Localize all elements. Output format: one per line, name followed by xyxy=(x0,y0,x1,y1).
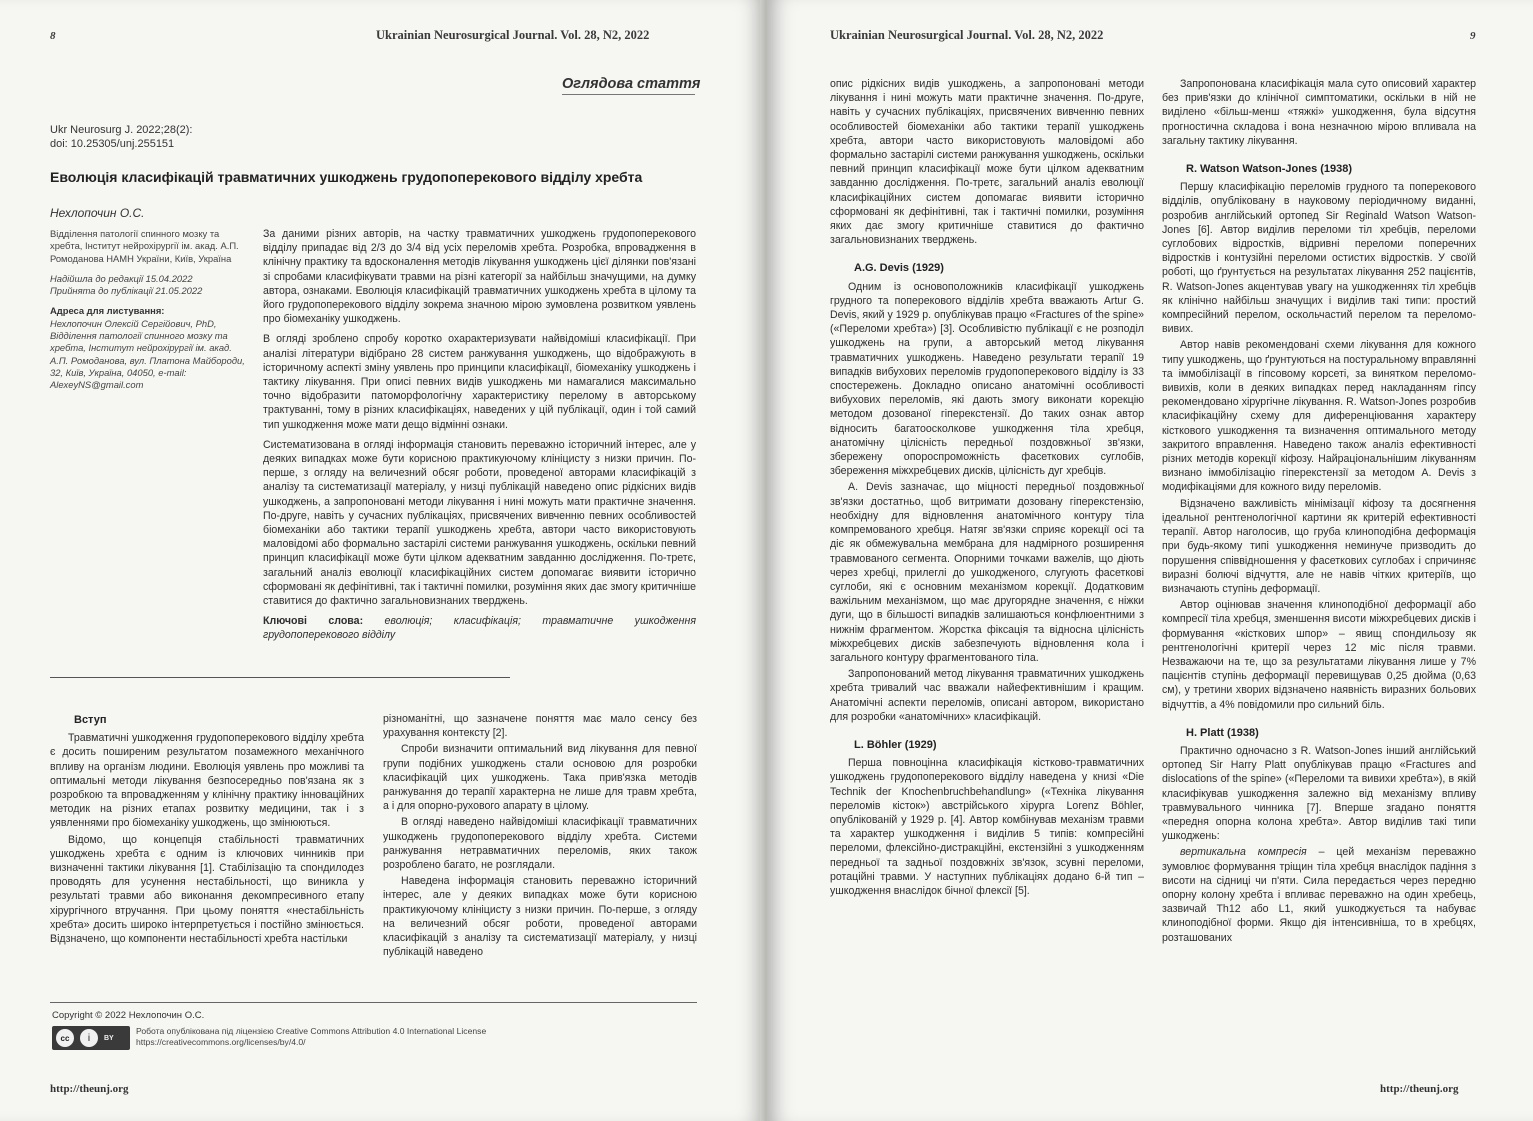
license-text: Робота опублікована під ліцензією Creative Commons Attribution 4.0 International License xyxy=(136,1026,487,1036)
running-head: Ukrainian Neurosurgical Journal. Vol. 28, N2, 2022 xyxy=(830,28,1104,42)
right-page xyxy=(768,0,1533,1121)
article-type-underline xyxy=(562,94,695,95)
abstract-paragraph: За даними різних авторів, на частку травматичних ушкоджень грудопоперекового відділу припадає від 2/3 до 3/4 від усіх переломів хребта. Розробка, впровадження в клінічну практику та вдосконалення методів лікування ушкоджень цієї ділянки пов'язані зі спробами класифікувати травми на різні категорії за найбільш значущими, на думку автора, ознаками. Еволюція класифікацій травматичних ушкоджень хребта в цілому та його грудопоперекового відділу зокрема значною мірою зумовлена розвитком уявлень про біомеханіку ушкоджень. xyxy=(263,228,696,326)
paragraph-text: – цей механізм переважно зумовлює формування тріщин тіла хребця внаслідок падіння з висоти на сідниці чи п'яти. Сила передається через передню опорну колону хребта і впливає переважно на один хребець, зазвичай Th12 або L1, який ушкоджується та набуває клиноподібної форми. Якщо дія інтенсивніша, то в хребцях, розташованих xyxy=(1162,846,1477,944)
section-heading: R. Watson Watson-Jones (1938) xyxy=(1186,163,1353,176)
body-paragraph: Першу класифікацію переломів грудного та поперекового відділів, опубліковану в науковому періодичному виданні, розробив англійський ортопед Sir Reginald Watson Watson-Jones [6]. Автор виділив переломи тіл хребців, переломи суглобових відростків, відривні переломи поперечних відростків і контузійні переломи остистих відростків. У своїй роботі, що ґрунтується на результатах лікування 252 пацієнтів, R. Watson-Jones акцентував увагу на ушкодженнях тіл хребців як клінічно найбільш значущих і виділив такі типи: простий компресійний перелом, оскольчастий перелом та переломо-вивих. xyxy=(1162,181,1476,336)
body-paragraph: A. Devis зазначає, що міцності передньої поздовжньої зв'язки достатньо, щоб витримати дозовану гіперекстензію, необхідну для відновлення анатомічного контуру тіла компремованого хребця. Натяг зв'язки сприяє корекції осі та діє як обмежувальна мембрана для надмірного розширення травмованого сегмента. Опорними точками важелів, що діють через хребці, прилеглі до ушкодженого, слугують фасеткові суглоби, які є основним механізмом корекції. Додатковим важільним механізмом, що має другорядне значення, є ніжки дуги, що в більшості випадків залишаються конфлюентними з нижнім фрагментом. Жорстка фіксація та відносна цілісність міжхребцевих дисків забезпечують відновлення кола і загального контуру фрагментованого тіла. xyxy=(830,481,1144,664)
body-column-2 xyxy=(383,712,697,961)
article-type: Оглядова стаття xyxy=(562,76,701,92)
copyright-line: Copyright © 2022 Нехлопочин О.С. xyxy=(52,1010,205,1021)
body-paragraph: Відзначено важливість мінімізації кіфозу та досягнення ідеальної рентгенологічної картини як критерій ефективності терапії. Автор наголосив, що груба клиноподібна деформація при будь-якому типі ушкодження неминуче призводить до порушення співвідношення у фасеткових суглобах і спричиняє виразні болючі відчуття, але не навів чітких критеріїв, що визначають ступінь деформації. xyxy=(1162,497,1476,595)
article-meta xyxy=(50,228,250,392)
body-paragraph: Автор навів рекомендовані схеми лікування для кожного типу ушкоджень, що ґрунтуються на постуральному вправлянні та іммобілізації в гіпсовому корсеті, за винятком переломо-вивихів, коли в деяких випадках перед накладанням гіпсу рекомендовано хірургічне лікування. R. Watson-Jones розробив класифікаційну схему для диференціювання характеру кісткового ушкодження та визначення оптимального методу закритого вправлення. Наведено також аналіз ефективності різних методів корекції кіфозу. Найраціональнішим лікуванням визнано іммобілізацію гіперекстензії за методом A. Devis з модифікаціями для кожного виду переломів. xyxy=(1162,339,1476,494)
body-paragraph: Автор оцінював значення клиноподібної деформації або компресії тіла хребця, зменшення висоти міжхребцевих дисків і формування «кісткових шпор» – явищ спондильозу як рентгенологічні критерії через 12 міс після травми. Незважаючи на те, що за результатами лікування лише у 7% пацієнтів ступінь деформації перевищував 0,25 дюйма (0,63 см), у третини хворих відзначено наявність виразних больових відчуттів, а 4% повідомили про сильний біль. xyxy=(1162,599,1476,711)
by-label: BY xyxy=(104,1034,114,1042)
keywords-list: еволюція; класифікація; травматичне ушкодження грудопоперекового відділу xyxy=(263,615,696,642)
body-paragraph: різноманітні, що зазначене поняття має мало сенсу без урахування контексту [2]. xyxy=(383,713,697,740)
section-heading: A.G. Devis (1929) xyxy=(854,262,944,275)
accepted-date: Прийнята до публікації 21.05.2022 xyxy=(50,285,203,297)
abstract-paragraph: В огляді зроблено спробу коротко охарактеризувати найвідоміші класифікації. При аналізі літератури відібрано 28 систем ранжування ушкоджень, що відображують в історичному аспекті зміну уявлень про принципи класифікації, біомеханіку ушкоджень і тактику лікування. При описі певних видів ушкоджень ми намагалися максимально точно відобразити патоморфологічну характеристику перелому в авторському трактуванні, тому в різних класифікаціях, наведених у цій публікації, один і той самий тип ушкодження може мати дещо відмінні ознаки. xyxy=(263,333,696,431)
license-link[interactable]: https://creativecommons.org/licenses/by/4.0/ xyxy=(136,1037,306,1047)
cc-license-badge[interactable] xyxy=(52,1026,130,1050)
body-paragraph: Наведена інформація становить переважно історичний інтерес, але у деяких випадках може бути корисною практикуючому клініцисту з низки причин. По-перше, з огляду на величезний обсяг роботи, проведеної авторами класифікацій з аналізу та систематизації матеріалу, у низці публікацій наведено xyxy=(383,875,697,959)
body-paragraph: Відомо, що концепція стабільності травматичних ушкоджень хребта є одним із ключових чинників при визначенні тактики лікування [1]. Стабілізацію та спондилодез проводять для усунення нестабільності, що виникла у результаті травми або виконання декомпресивного етапу хірургічного втручання. При цьому поняття «нестабільність хребта» досить широко інтерпретується і постійно змінюється. Відзначено, що компоненти нестабільності хребта настільки xyxy=(50,833,364,946)
keywords xyxy=(263,614,696,642)
cc-icon: cc xyxy=(56,1029,74,1047)
body-paragraph: Практично одночасно з R. Watson-Jones інший англійський ортопед Sir Harry Platt опублікував працю «Fractures and dislocations of the spine» («Переломи та вивихи хребта»), в якій класифікував ушкодження залежно від механізму впливу травмувального чинника [7]. Вперше згадано поняття «передня опорна колона хребта». Автор виділив такі типи ушкоджень: xyxy=(1162,744,1476,843)
body-paragraph: Одним із основоположників класифікації ушкоджень грудного та поперекового відділів хребта вважають Artur G. Devis, який у 1929 р. опублікував працю «Fractures of the spine» («Переломи хребта») [3]. Особливістю публікації є не розподіл ушкоджень на групи, а авторський метод лікування травматичних ушкоджень. Наведено результати терапії 19 випадків вибухових переломів грудопоперекового відділу із 33 спостережень. Докладно описано анатомічні особливості вибухових переломів, які дають змогу виконати корекцію методом дозованої гіперекстензії. До таких ознак автор відносить багатоосколкове ушкодження тіла хребця, анатомічну цілісність передньої поздовжньої зв'язки, збережену опороспроможність фасеткових суглобів, збереження міжхребцевих дисків, цілісність дуг хребців. xyxy=(830,280,1144,478)
body-paragraph: Запропонований метод лікування травматичних ушкоджень хребта тривалий час вважали найефективнішим і кращим. Анатомічні аспекти переломів, описані автором, використано для розробки «анатомічних» класифікацій. xyxy=(830,668,1144,723)
body-paragraph: Перша повноцінна класифікація кістково-травматичних ушкоджень грудопоперекового відділу наведена у книзі «Die Technik der Knochenbruchbehandlung» («Техніка лікування переломів кісток») австрійського хірурга Lorenz Böhler, опублікованій у 1929 р. [4]. Автор комбінував механізм травми та характер ушкодження і виділив 5 типів: компресійні переломи, флексійно-дистракційні, екстензійні з ушкодженням передньої та задньої поздовжніх зв'язок, зсувні переломи, ротаційні травми. У наступних публікаціях додано 6-й тип – ушкодження внаслідок бічної флексії [5]. xyxy=(830,757,1144,897)
body-paragraph: Травматичні ушкодження грудопоперекового відділу хребта є досить поширеним результатом позамежного механічного впливу на організм людини. Еволюція уявлень про можливі та оптимальні методи лікування безпосередньо пов'язана як з розробкою та впровадженням у клінічну практику інноваційних методик на різних етапах розвитку медицини, так і з уявленнями про біомеханіку ушкоджень, що змінюються. xyxy=(50,732,364,830)
body-paragraph: опис рідкісних видів ушкоджень, а запропоновані методи лікування і нині можуть мати практичне значення. По-друге, навіть у сучасних публікаціях, присвячених вивченню певних особливостей біомеханіки або тактики терапії ушкоджень хребта, автори часто використовують маловідомі або формально застарілі системи ранжування ушкоджень, оскільки певний принцип класифікації може бути цілком адекватним завданню дослідження. По-третє, загальний аналіз еволюції класифікаційних систем допомагає виявити історично сформовані як дефінітивні, так і тактичні помилки, розуміння яких дає змогу критичніше ставитися до фактично загальновизнаних тверджень. xyxy=(830,78,1144,247)
footer-url[interactable]: http://theunj.org xyxy=(1380,1083,1459,1095)
page-number: 9 xyxy=(1470,30,1476,42)
emphasis-term: вертикальна компресія xyxy=(1180,846,1307,859)
running-head: Ukrainian Neurosurgical Journal. Vol. 28, N2, 2022 xyxy=(376,28,650,42)
footer-url[interactable]: http://theunj.org xyxy=(50,1083,129,1095)
abstract-divider xyxy=(50,677,510,678)
article-title: Еволюція класифікацій травматичних ушкоджень грудопоперекового відділу хребта xyxy=(50,169,643,185)
section-heading: L. Böhler (1929) xyxy=(854,738,937,751)
page-number: 8 xyxy=(50,30,56,42)
keywords-label: Ключові слова: xyxy=(263,615,364,628)
body-paragraph xyxy=(1162,845,1476,944)
body-column-1 xyxy=(830,77,1144,900)
left-page xyxy=(0,0,764,1121)
license-note xyxy=(136,1026,486,1048)
attribution-icon: i xyxy=(80,1029,98,1047)
citation: Ukr Neurosurg J. 2022;28(2): doi: 10.25305/unj.255151 xyxy=(50,124,193,150)
section-heading-intro: Вступ xyxy=(74,714,107,726)
affiliation: Відділення патології спинного мозку та хребта, Інститут нейрохірургії ім. акад. А.П. Ромоданова НАМН України, Київ, Україна xyxy=(50,228,239,264)
body-paragraph: Спроби визначити оптимальний вид лікування для певної групи подібних ушкоджень стали основою для розробки класифікацій цих ушкоджень. Така прив'язка методів ранжування до терапії характерна не лише для травм хребта, а і для опорно-рухового апарату в цілому. xyxy=(383,743,697,813)
body-column-1 xyxy=(50,713,364,948)
abstract-paragraph: Систематизована в огляді інформація становить переважно історичний інтерес, але у деяких випадках може бути корисною практикуючому клініцисту з низки причин. По-перше, з огляду на величезний обсяг роботи, проведеної авторами класифікацій з аналізу та систематизації матеріалу, у низці публікацій наведено опис рідкісних видів ушкоджень, а запропоновані методи лікування і нині можуть мати практичне значення. По-друге, навіть у сучасних публікаціях, присвячених вивченню певних особливостей біомеханіки або тактики терапії ушкоджень хребта, автори часто використовують маловідомі або формально застарілі системи ранжування ушкоджень, оскільки певний принцип класифікації може бути цілком адекватним завданню дослідження. По-третє, загальний аналіз еволюції класифікаційних систем допомагає виявити історично сформовані як дефінітивні, так і тактичні помилки, розуміння яких дає змогу критичніше ставитися до фактично загальновизнаних тверджень. xyxy=(263,438,696,608)
author-name: Нехлопочин О.С. xyxy=(50,206,145,220)
body-column-2 xyxy=(1162,77,1476,947)
received-date: Надійшла до редакції 15.04.2022 xyxy=(50,272,193,284)
correspondence-label: Адреса для листування: xyxy=(50,305,165,317)
correspondence-address: Нехлопочин Олексій Сергійович, PhD, Відділення патології спинного мозку та хребта, Інститут нейрохірургії ім. акад. А.П. Ромоданова, вул. Платона Майбороди, 32, Київ, Україна, 04050, e-mail: AlexeyNS@gmail.com xyxy=(50,317,245,391)
section-heading: H. Platt (1938) xyxy=(1186,726,1259,739)
footer-divider xyxy=(50,1002,697,1003)
body-paragraph: Запропонована класифікація мала суто описовий характер без прив'язки до клінічної симптоматики, оскільки в ній не виділено «більш-менш «тяжкі» ушкодження, була відсутня прогностична складова і вона незначною мірою впливала на загальну тактику лікування. xyxy=(1162,78,1476,147)
body-paragraph: В огляді наведено найвідоміші класифікації травматичних ушкоджень грудопоперекового відділу хребта. Системи ранжування нетравматичних переломів, яких також розроблено багато, не розглядали. xyxy=(383,816,697,872)
abstract xyxy=(263,227,696,645)
